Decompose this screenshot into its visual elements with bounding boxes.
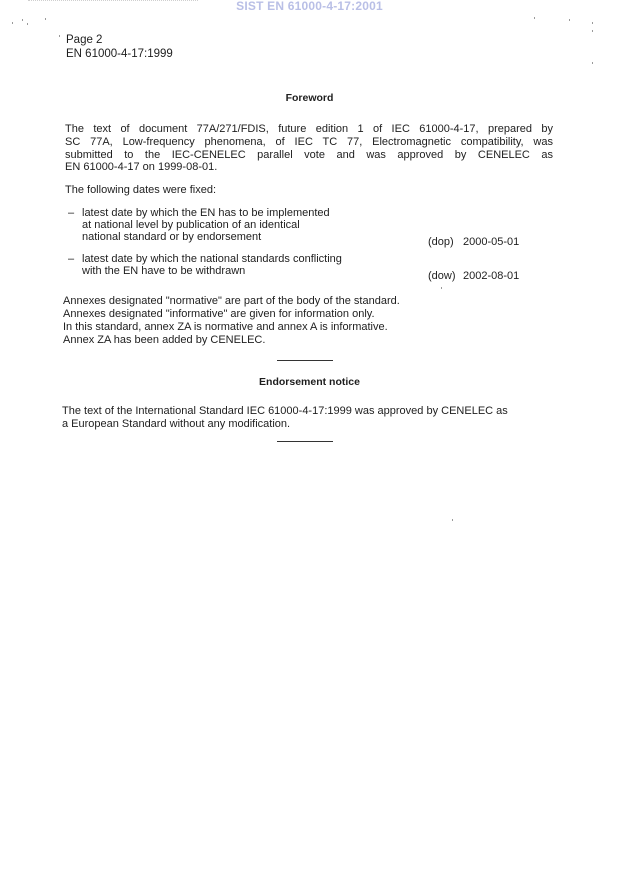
date-value-dow: 2002-08-01: [463, 270, 520, 282]
scan-speck: [27, 23, 28, 25]
watermark: SIST EN 61000-4-17:2001: [236, 0, 383, 13]
scan-speck: [592, 22, 593, 24]
annex-line-3: In this standard, annex ZA is normative and annex A is informative.: [63, 321, 388, 333]
scan-speck: [59, 35, 60, 37]
scan-speck: [12, 22, 13, 24]
endorsement-heading: Endorsement notice: [259, 376, 360, 388]
date-value-dop: 2000-05-01: [463, 236, 520, 248]
date-item-line: national standard or by endorsement: [82, 231, 262, 243]
date-item-line: latest date by which the EN has to be implemented: [82, 207, 330, 219]
dash-bullet: –: [68, 253, 75, 265]
annex-line-1: Annexes designated "normative" are part of the body of the standard.: [63, 295, 400, 307]
date-item-line: at national level by publication of an identical: [82, 219, 300, 231]
endorsement-line-1: The text of the International Standard IEC 61000-4-17:1999 was approved by CENELEC as: [62, 405, 508, 417]
annex-line-4: Annex ZA has been added by CENELEC.: [63, 334, 266, 346]
scan-speck: [452, 519, 453, 521]
page-number: Page 2: [66, 34, 103, 46]
dates-intro: The following dates were fixed:: [65, 184, 217, 196]
scan-speck: [441, 287, 442, 289]
date-item-line: with the EN have to be withdrawn: [82, 265, 246, 277]
date-code-dop: (dop): [428, 236, 454, 248]
standard-number: EN 61000-4-17:1999: [66, 48, 173, 60]
dash-bullet: –: [68, 207, 75, 219]
scan-speck: [22, 19, 23, 21]
foreword-heading: Foreword: [285, 92, 334, 104]
date-code-dow: (dow): [428, 270, 456, 282]
endorsement-line-2: a European Standard without any modification.: [62, 418, 291, 430]
foreword-intro-line-3: submitted to the IEC-CENELEC parallel vote and was approved by CENELEC as: [65, 149, 553, 161]
annex-line-2: Annexes designated "informative" are given for information only.: [63, 308, 375, 320]
section-divider: [277, 441, 333, 442]
scan-speck: [534, 17, 535, 19]
scan-speck: [569, 19, 570, 21]
page-header: [66, 33, 173, 61]
section-divider: [277, 360, 333, 361]
date-item-line: latest date by which the national standards conflicting: [82, 253, 342, 265]
foreword-intro-line-4: EN 61000-4-17 on 1999-08-01.: [65, 161, 218, 173]
scan-speck: [592, 62, 593, 64]
foreword-intro-line-1: The text of document 77A/271/FDIS, future edition 1 of IEC 61000-4-17, prepared by: [65, 123, 553, 135]
scan-speck: [592, 30, 593, 32]
foreword-intro-line-2: SC 77A, Low-frequency phenomena, of IEC TC 77, Electromagnetic compatibility, was: [65, 136, 553, 148]
scan-speck: [45, 18, 46, 20]
